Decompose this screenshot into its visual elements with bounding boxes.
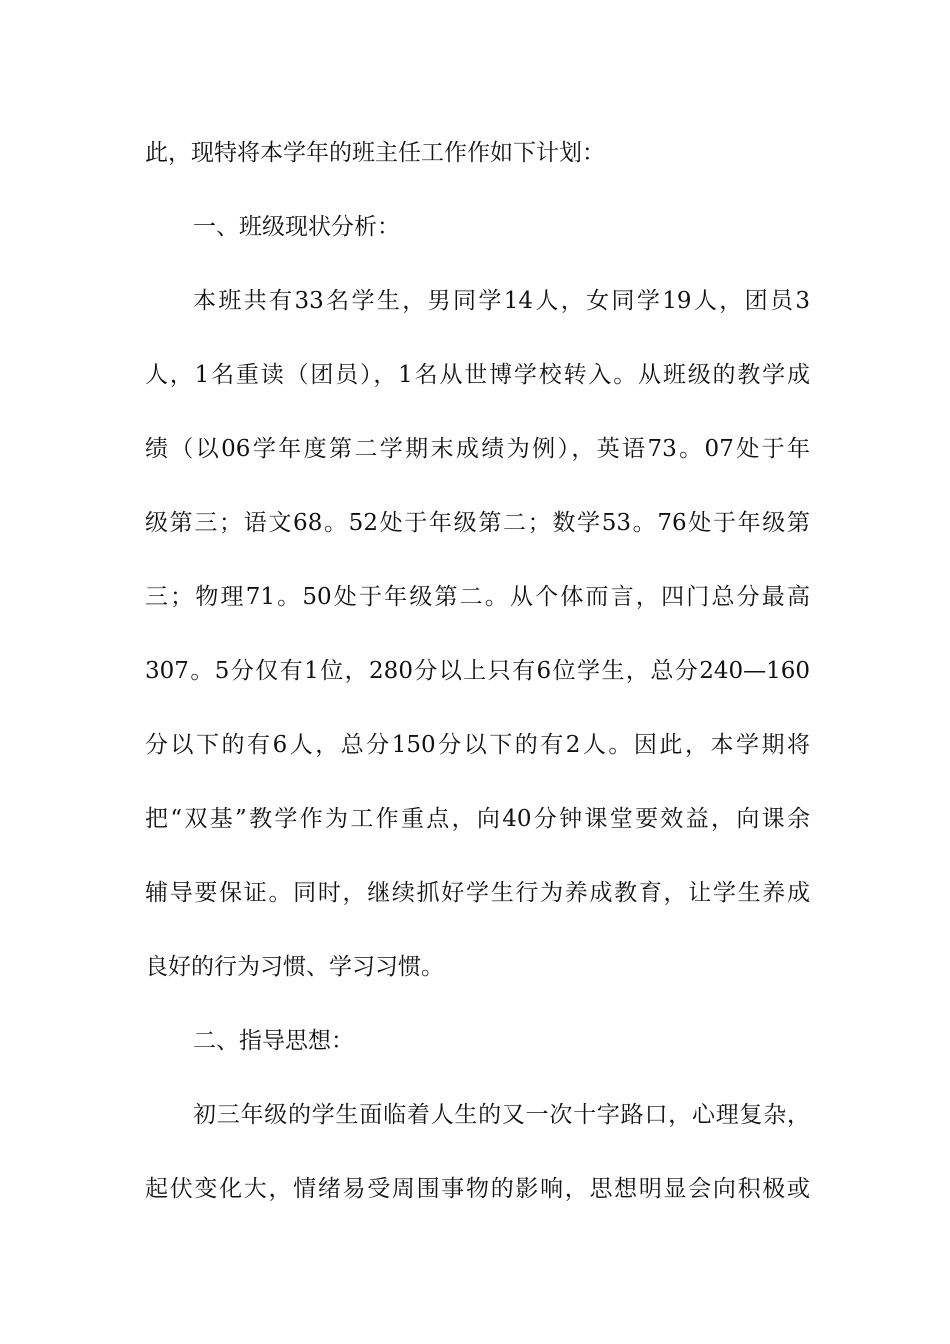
paragraph-line: 良好的行为习惯、学习习惯。 (145, 954, 444, 980)
paragraph-line: 辅导要保证。同时，继续抓好学生行为养成教育，让学生养成 (145, 880, 810, 906)
section1-heading: 一、班级现状分析： (193, 214, 400, 240)
paragraph-line: 分以下的有6人，总分150分以下的有2人。因此，本学期将 (145, 732, 810, 758)
paragraph-line: 绩（以06学年度第二学期末成绩为例），英语73。07处于年 (145, 436, 810, 462)
paragraph-line: 把“双基”教学作为工作重点，向40分钟课堂要效益，向课余 (145, 806, 810, 832)
paragraph-line: 三；物理71。50处于年级第二。从个体而言，四门总分最高 (145, 584, 810, 610)
paragraph-line: 初三年级的学生面临着人生的又一次十字路口，心理复杂， (193, 1102, 810, 1128)
paragraph-line: 本班共有33名学生，男同学14人，女同学19人，团员3 (193, 288, 810, 314)
paragraph-line: 级第三；语文68。52处于年级第二；数学53。76处于年级第 (145, 510, 810, 536)
intro-line: 此，现特将本学年的班主任工作作如下计划： (145, 140, 605, 166)
paragraph-line: 起伏变化大，情绪易受周围事物的影响，思想明显会向积极或 (145, 1176, 810, 1202)
section2-heading: 二、指导思想： (193, 1028, 354, 1054)
paragraph-line: 人，1名重读（团员），1名从世博学校转入。从班级的教学成 (145, 362, 810, 388)
paragraph-line: 307。5分仅有1位，280分以上只有6位学生，总分240—160 (145, 658, 810, 684)
